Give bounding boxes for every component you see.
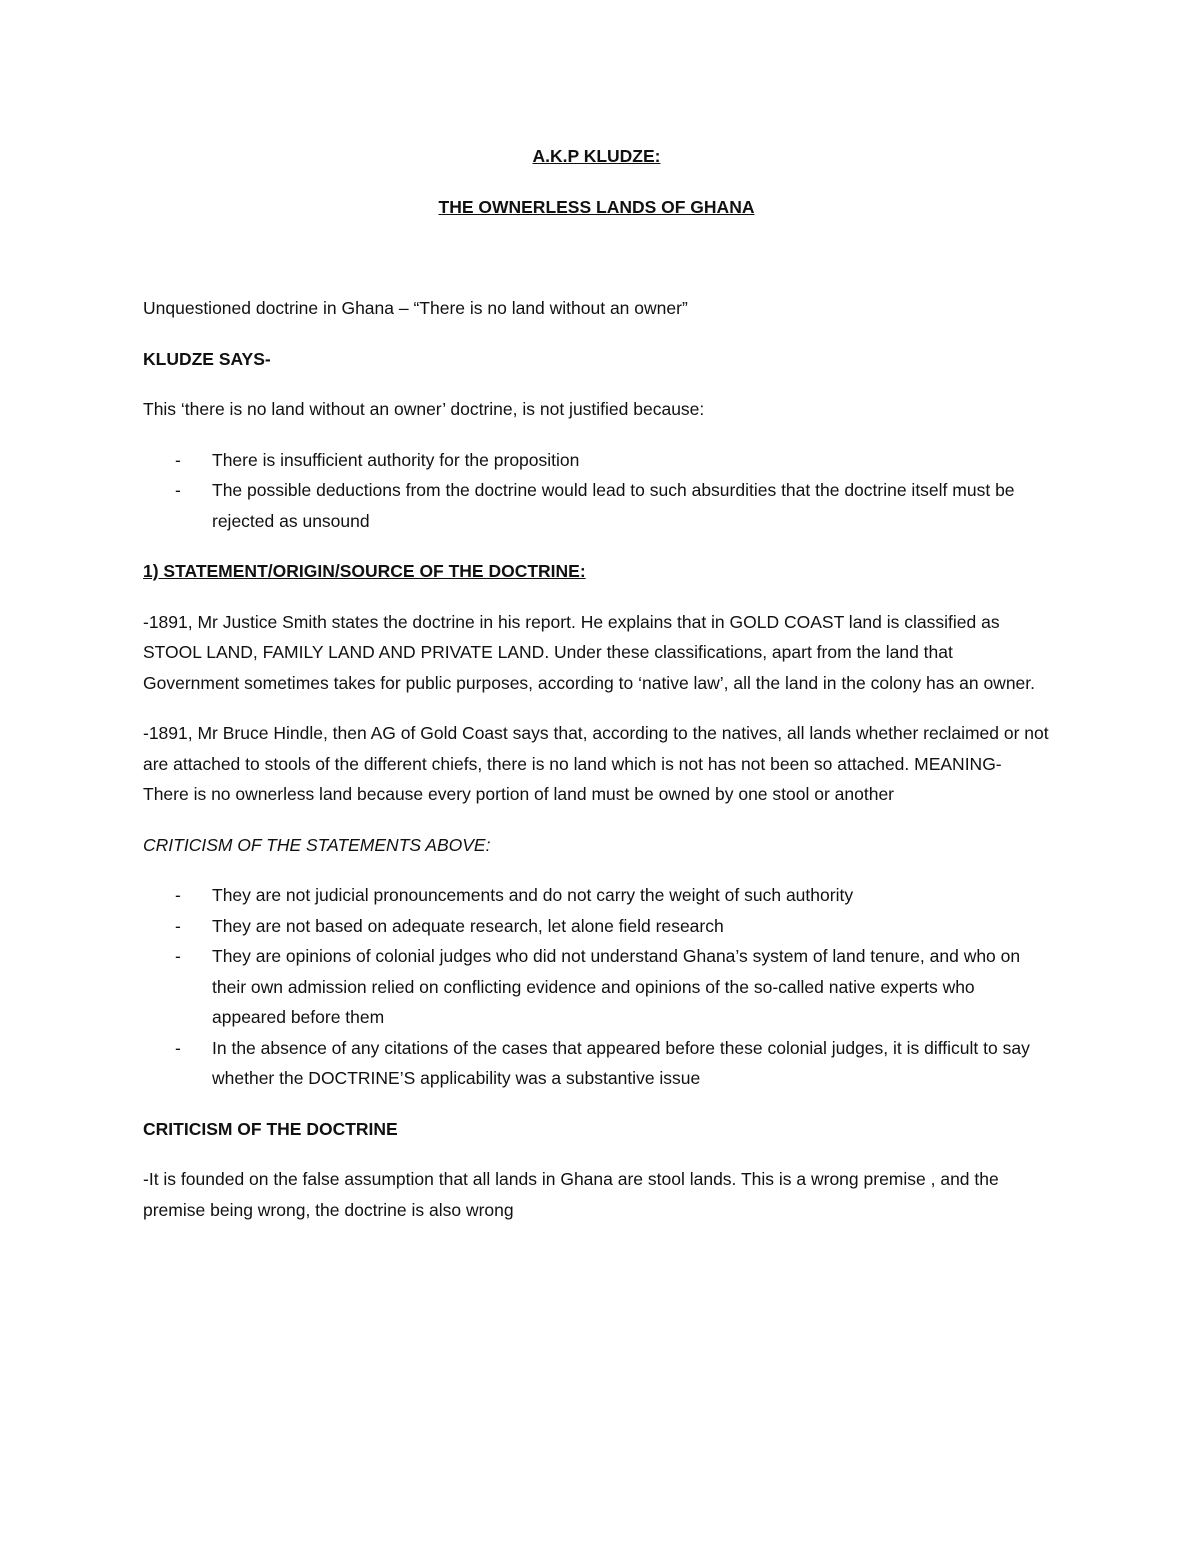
list-item bbox=[143, 475, 1050, 536]
criticism-statements-heading: CRITICISM OF THE STATEMENTS ABOVE: bbox=[143, 834, 491, 855]
intro-paragraph: Unquestioned doctrine in Ghana – “There is no land without an owner” bbox=[143, 298, 688, 318]
kludze-heading: KLUDZE SAYS- bbox=[143, 348, 271, 369]
list-item-text: They are not judicial pronouncements and do not carry the weight of such authority bbox=[212, 885, 854, 905]
smith-paragraph: -1891, Mr Justice Smith states the doctrine in his report. He explains that in GOLD COAST land is classified as STOOL LAND, FAMILY LAND AND PRIVATE LAND. Under these classifications, apart from the land that Government sometimes takes for public purposes, according to ‘native law’, all the land in the colony has an owner. bbox=[143, 611, 1036, 693]
list-item bbox=[143, 1033, 1050, 1094]
list-item bbox=[143, 911, 1050, 942]
document-title: A.K.P KLUDZE: bbox=[532, 146, 661, 166]
list-item-text: The possible deductions from the doctrine would lead to such absurdities that the doctrine itself must be rejected as unsound bbox=[212, 480, 1015, 531]
list-item bbox=[143, 941, 1050, 1033]
dash-bullet: - bbox=[175, 449, 181, 470]
document-subtitle: THE OWNERLESS LANDS OF GHANA bbox=[438, 196, 755, 217]
list-item-text: They are not based on adequate research, let alone field research bbox=[212, 915, 724, 936]
dash-bullet: - bbox=[175, 1037, 181, 1058]
list-item-text: They are opinions of colonial judges who did not understand Ghana’s system of land tenure, and who on their own admission relied on conflicting evidence and opinions of the so-called native experts who appeared before them bbox=[212, 946, 1021, 1027]
dash-bullet: - bbox=[175, 480, 181, 500]
dash-bullet: - bbox=[175, 946, 181, 966]
list-item bbox=[143, 445, 1050, 476]
criticism-points-list bbox=[143, 880, 1050, 1094]
false-assumption-paragraph: -It is founded on the false assumption that all lands in Ghana are stool lands. This is a wrong premise , and the premise being wrong, the doctrine is also wrong bbox=[143, 1169, 999, 1220]
criticism-doctrine-heading: CRITICISM OF THE DOCTRINE bbox=[143, 1118, 398, 1139]
hindle-paragraph: -1891, Mr Bruce Hindle, then AG of Gold Coast says that, according to the natives, all lands whether reclaimed or not are attached to stools of the different chiefs, there is no land which is not has not been so attached. MEANING- There is no ownerless land because every portion of land must be owned by one stool or another bbox=[143, 723, 1049, 804]
dash-bullet: - bbox=[175, 915, 181, 936]
dash-bullet: - bbox=[175, 885, 181, 905]
section1-heading: 1) STATEMENT/ORIGIN/SOURCE OF THE DOCTRINE: bbox=[143, 561, 586, 581]
list-item bbox=[143, 880, 1050, 911]
list-item-text: In the absence of any citations of the cases that appeared before these colonial judges, it is difficult to say whether the DOCTRINE’S applicability was a substantive issue bbox=[212, 1037, 1030, 1088]
kludze-points-list bbox=[143, 445, 1050, 537]
list-item-text: There is insufficient authority for the proposition bbox=[212, 449, 580, 470]
kludze-paragraph: This ‘there is no land without an owner’ doctrine, is not justified because: bbox=[143, 399, 705, 419]
